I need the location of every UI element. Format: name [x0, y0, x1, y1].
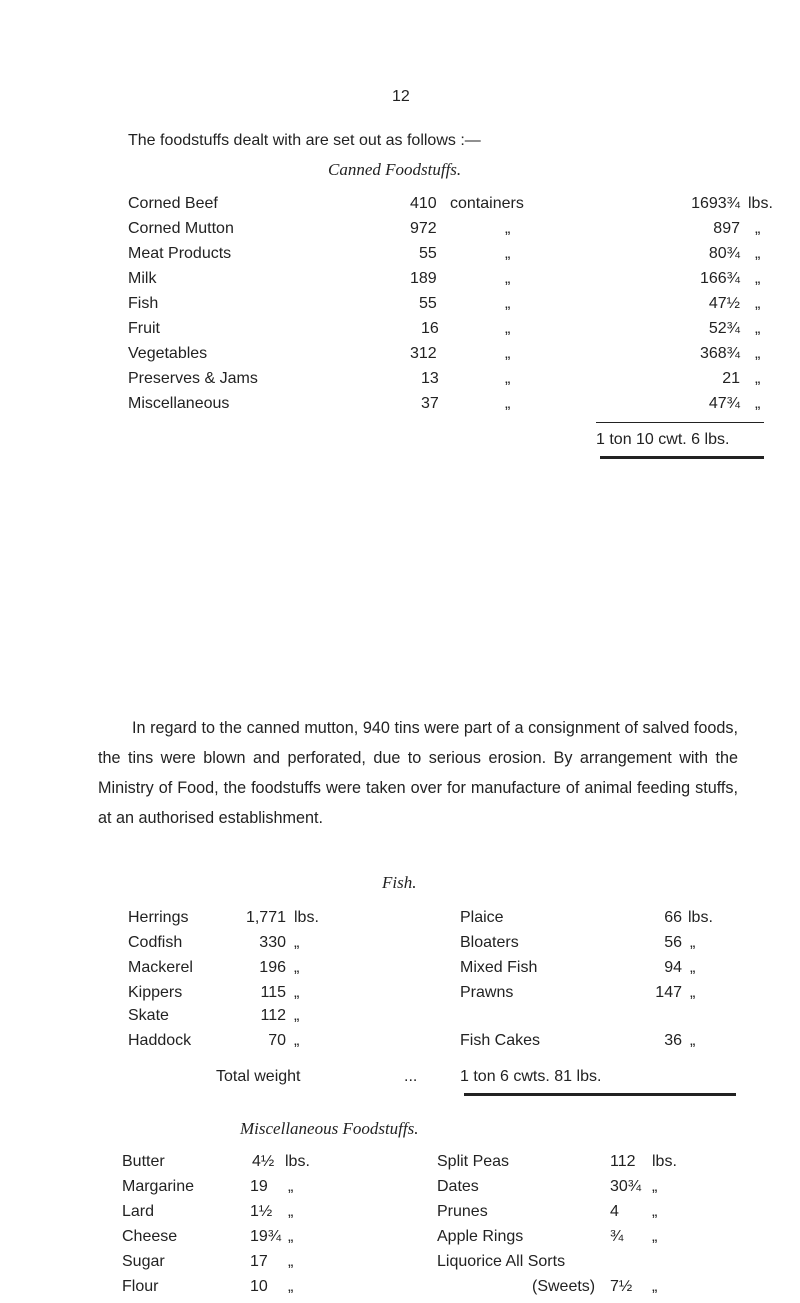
fish-total-rule	[464, 1093, 736, 1096]
misc-unit: „	[652, 1278, 658, 1295]
fish-total-label: Total weight	[216, 1068, 301, 1085]
canned-total-rule	[600, 456, 764, 459]
misc-qty: 17	[250, 1253, 268, 1270]
fish-qty: 1,771	[245, 909, 286, 926]
fish-item: Bloaters	[460, 934, 519, 951]
canned-wunit: „	[755, 270, 761, 287]
misc-item: (Sweets)	[532, 1278, 596, 1295]
canned-wunit: „	[755, 245, 761, 262]
canned-item: Milk	[128, 270, 157, 287]
fish-qty: 94	[664, 959, 682, 976]
misc-item: Prunes	[437, 1203, 488, 1220]
canned-wunit: lbs.	[748, 195, 773, 212]
misc-unit: „	[288, 1203, 294, 1220]
canned-weight: 47¾	[708, 395, 740, 412]
canned-unit: „	[505, 220, 511, 237]
misc-unit: „	[652, 1203, 658, 1220]
canned-title: Canned Foodstuffs.	[328, 160, 462, 179]
canned-item: Preserves & Jams	[128, 370, 258, 387]
misc-item: Sugar	[122, 1253, 165, 1270]
canned-unit: „	[505, 245, 511, 262]
canned-weight: 52¾	[708, 320, 740, 337]
misc-qty: 19	[250, 1178, 268, 1195]
fish-qty: 66	[664, 909, 682, 926]
misc-item: Dates	[437, 1178, 479, 1195]
misc-item: Margarine	[122, 1178, 195, 1195]
misc-unit: „	[288, 1278, 294, 1295]
canned-unit: „	[505, 270, 511, 287]
canned-wunit: „	[755, 320, 761, 337]
fish-unit: „	[294, 1007, 300, 1024]
misc-unit: „	[288, 1178, 294, 1195]
canned-qty: 37	[421, 395, 439, 412]
canned-qty: 13	[421, 370, 439, 387]
canned-qty: 55	[419, 295, 437, 312]
fish-qty: 115	[260, 984, 286, 1001]
misc-qty: 19¾	[250, 1228, 282, 1245]
fish-qty: 70	[268, 1032, 286, 1049]
misc-qty: 4½	[252, 1153, 275, 1170]
canned-weight: 1693¾	[691, 195, 740, 212]
misc-item: Cheese	[122, 1228, 178, 1245]
canned-item: Miscellaneous	[128, 395, 230, 412]
canned-wunit: „	[755, 220, 761, 237]
fish-qty: 112	[260, 1007, 286, 1024]
canned-item: Corned Mutton	[128, 220, 234, 237]
misc-unit: „	[288, 1228, 294, 1245]
intro-line: The foodstuffs dealt with are set out as follows :—	[128, 132, 481, 149]
fish-qty: 36	[664, 1032, 682, 1049]
fish-unit: „	[294, 984, 300, 1001]
canned-qty: 55	[419, 245, 437, 262]
canned-weight: 80¾	[708, 245, 740, 262]
misc-item: Flour	[122, 1278, 159, 1295]
canned-item: Vegetables	[128, 345, 208, 362]
fish-unit: „	[690, 959, 696, 976]
fish-item: Kippers	[128, 984, 183, 1001]
canned-weight: 897	[713, 220, 740, 237]
fish-dots: ...	[404, 1068, 418, 1085]
canned-unit: containers	[450, 195, 524, 212]
misc-qty: 1½	[250, 1203, 273, 1220]
fish-item: Plaice	[460, 909, 504, 926]
canned-item: Fruit	[128, 320, 160, 337]
canned-qty: 410	[410, 195, 437, 212]
page-number: 12	[392, 88, 410, 105]
misc-item: Butter	[122, 1153, 165, 1170]
fish-qty: 147	[655, 984, 682, 1001]
misc-qty: 30¾	[610, 1178, 642, 1195]
misc-title: Miscellaneous Foodstuffs.	[240, 1119, 419, 1138]
canned-weight: 21	[722, 370, 740, 387]
fish-unit: „	[690, 934, 696, 951]
fish-qty: 56	[664, 934, 682, 951]
fish-unit: lbs.	[294, 909, 319, 926]
fish-unit: lbs.	[688, 909, 713, 926]
misc-qty: ¾	[610, 1228, 624, 1245]
misc-unit: lbs.	[285, 1153, 310, 1170]
canned-qty: 16	[421, 320, 439, 337]
fish-unit: „	[294, 934, 300, 951]
fish-unit: „	[690, 1032, 696, 1049]
canned-item: Meat Products	[128, 245, 232, 262]
canned-qty: 312	[410, 345, 437, 362]
canned-wunit: „	[755, 395, 761, 412]
mutton-paragraph: In regard to the canned mutton, 940 tins were part of a consignment of salved foods, the tins were blown and perforated, due to serious erosion. By arrangement with the Ministry of Food, the foodstuffs were taken over for manufacture of animal feeding stuffs, at an authorised establishment.	[98, 719, 738, 827]
canned-unit: „	[505, 295, 511, 312]
misc-item: Split Peas	[437, 1153, 510, 1170]
canned-total: 1 ton 10 cwt. 6 lbs.	[596, 431, 730, 448]
fish-qty: 330	[259, 934, 286, 951]
fish-item: Skate	[128, 1007, 169, 1024]
misc-item: Lard	[122, 1203, 155, 1220]
fish-item: Haddock	[128, 1032, 192, 1049]
canned-unit: „	[505, 395, 511, 412]
fish-item: Mixed Fish	[460, 959, 538, 976]
misc-unit: „	[288, 1253, 294, 1270]
misc-item: Liquorice All Sorts	[437, 1253, 566, 1270]
misc-unit: „	[652, 1178, 658, 1195]
fish-title: Fish.	[382, 873, 417, 892]
fish-item: Codfish	[128, 934, 183, 951]
fish-item: Mackerel	[128, 959, 193, 976]
canned-item: Corned Beef	[128, 195, 218, 212]
misc-qty: 10	[250, 1278, 268, 1295]
canned-qty: 972	[410, 220, 437, 237]
canned-weight: 166¾	[699, 270, 740, 287]
canned-sum-rule	[596, 422, 764, 423]
misc-qty: 4	[610, 1203, 619, 1220]
canned-unit: „	[505, 345, 511, 362]
fish-item: Fish Cakes	[460, 1032, 541, 1049]
canned-weight: 47½	[708, 295, 740, 312]
fish-unit: „	[294, 1032, 300, 1049]
misc-item: Apple Rings	[437, 1228, 524, 1245]
misc-qty: 7½	[610, 1278, 633, 1295]
misc-unit: „	[652, 1228, 658, 1245]
canned-item: Fish	[128, 295, 159, 312]
canned-wunit: „	[755, 370, 761, 387]
fish-unit: „	[690, 984, 696, 1001]
canned-unit: „	[505, 320, 511, 337]
fish-qty: 196	[259, 959, 286, 976]
canned-wunit: „	[755, 295, 761, 312]
canned-qty: 189	[410, 270, 437, 287]
fish-item: Prawns	[460, 984, 514, 1001]
canned-unit: „	[505, 370, 511, 387]
fish-total: 1 ton 6 cwts. 81 lbs.	[460, 1068, 602, 1085]
canned-wunit: „	[755, 345, 761, 362]
canned-weight: 368¾	[699, 345, 740, 362]
fish-unit: „	[294, 959, 300, 976]
fish-item: Herrings	[128, 909, 189, 926]
misc-unit: lbs.	[652, 1153, 677, 1170]
misc-qty: 112	[610, 1153, 636, 1170]
